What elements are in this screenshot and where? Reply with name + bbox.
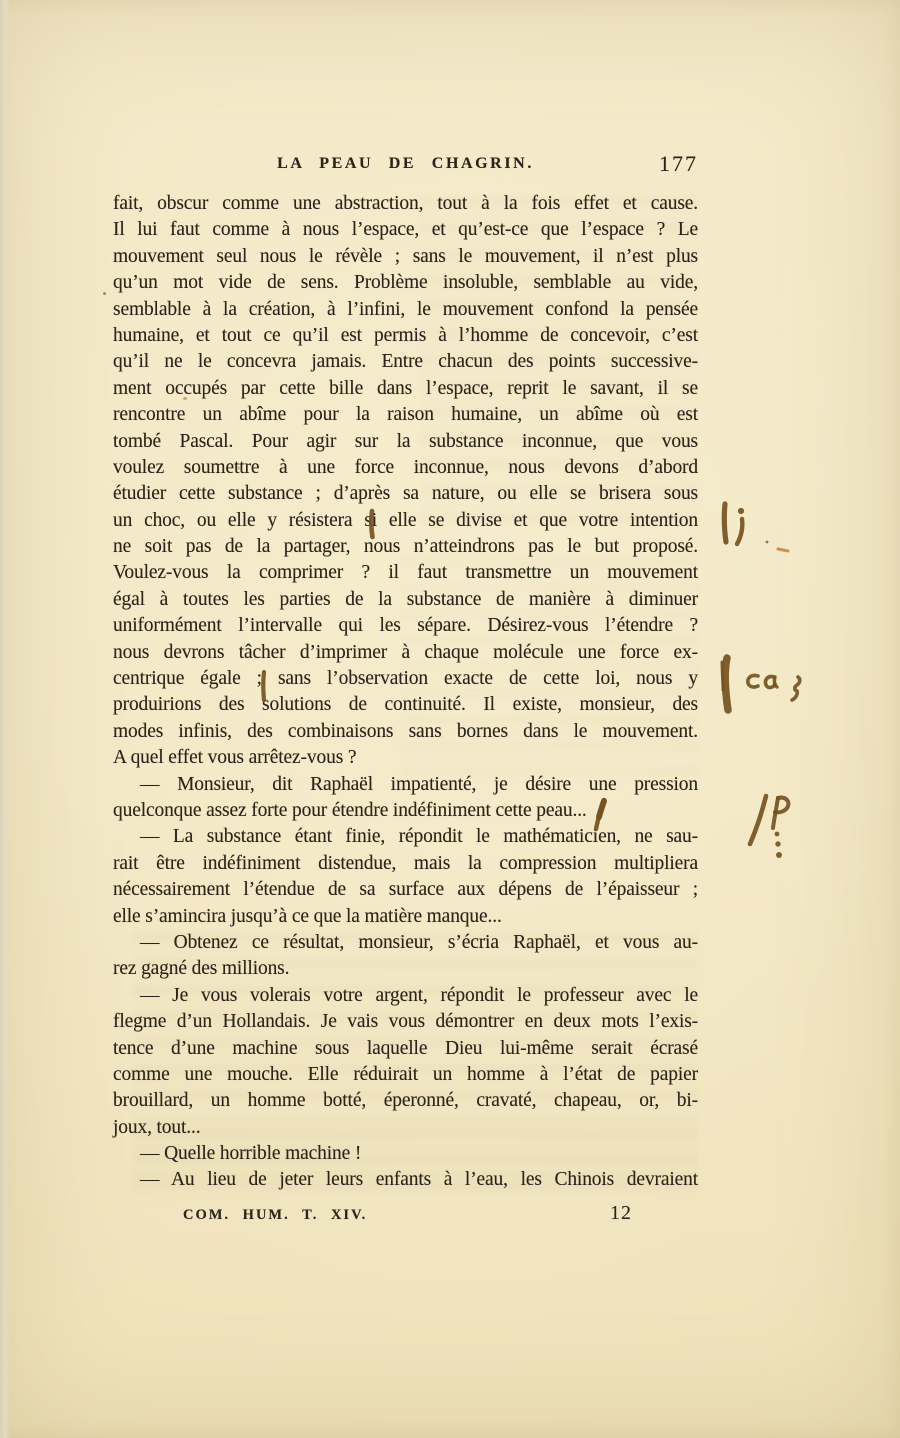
text-line: — Quelle horrible machine ! <box>140 1143 362 1165</box>
text-line: tence d’une machine sous laquelle Dieu lui-même serait écrasé <box>113 1037 698 1059</box>
text-line: tombé Pascal. Pour agir sur la substance inconnue, que vous <box>113 430 698 452</box>
text-line: centrique égale ; sans l’observation exacte de cette loi, nous y <box>113 668 698 690</box>
text-line: joux, tout... <box>113 1116 201 1138</box>
text-line: rencontre un abîme pour la raison humaine, un abîme où est <box>113 404 698 426</box>
sheet-number: 12 <box>610 1202 632 1224</box>
text-line: brouillard, un homme botté, éperonné, cravaté, chapeau, or, bi- <box>113 1090 698 1112</box>
text-line: Voulez-vous la comprimer ? il faut transmettre un mouvement <box>113 562 698 584</box>
stain-speck <box>103 292 106 295</box>
text-line: comme une mouche. Elle réduirait un homme à l’état de papier <box>113 1063 698 1085</box>
text-line: nous devrons tâcher d’imprimer à chaque molécule une force ex- <box>113 641 698 663</box>
text-line: un choc, ou elle y résistera si elle se divise et que votre intention <box>113 509 698 531</box>
text-line: rait être indéfiniment distendue, mais la compression multipliera <box>113 852 698 874</box>
text-line: mouvement seul nous le révèle ; sans le mouvement, il n’est plus <box>113 245 698 267</box>
page-header <box>113 151 698 181</box>
text-line: égal à toutes les parties de la substance de manière à diminuer <box>113 588 698 610</box>
text-line: modes infinis, des combinaisons sans bornes dans le mouvement. <box>113 720 698 742</box>
text-line: Il lui faut comme à nous l’espace, et qu’est-ce que l’espace ? Le <box>113 219 698 241</box>
text-line: humaine, et tout ce qu’il est permis à l’homme de concevoir, c’est <box>113 324 698 346</box>
text-line: — Obtenez ce résultat, monsieur, s’écria Raphaël, et vous au- <box>140 931 698 953</box>
text-line: elle s’amincira jusqu’à ce que la matière manque... <box>113 905 502 927</box>
text-line: produirions des solutions de continuité. Il existe, monsieur, des <box>113 694 698 716</box>
text-line: — Je vous volerais votre argent, répondit le professeur avec le <box>140 984 698 1006</box>
handwritten-margin-note <box>715 498 795 558</box>
handwritten-margin-note <box>714 650 814 720</box>
text-line: fait, obscur comme une abstraction, tout à la fois effet et cause. <box>113 193 698 214</box>
text-line: qu’il ne le concevra jamais. Entre chacun des points successive- <box>113 351 698 373</box>
text-line: flegme d’un Hollandais. Je vais vous démontrer en deux mots l’exis- <box>113 1011 698 1033</box>
text-line: A quel effet vous arrêtez-vous ? <box>113 747 357 769</box>
text-line: ment occupés par cette bille dans l’espace, reprit le savant, il se <box>113 377 698 399</box>
text-line: ne soit pas de la partager, nous n’atteindrons pas le but proposé. <box>113 536 698 558</box>
text-line: rez gagné des millions. <box>113 958 290 980</box>
text-line: semblable à la création, à l’infini, le mouvement confond la pensée <box>113 298 698 320</box>
handwritten-margin-note <box>742 786 802 866</box>
text-line: quelconque assez forte pour étendre indéfiniment cette peau... <box>113 799 587 821</box>
text-line: qu’un mot vide de sens. Problème insoluble, semblable au vide, <box>113 272 698 294</box>
text-line: — La substance étant finie, répondit le mathématicien, ne sau- <box>140 826 698 848</box>
text-line: nécessairement l’étendue de sa surface aux dépens de l’épaisseur ; <box>113 879 698 901</box>
text-line: uniformément l’intervalle qui les sépare. Désirez-vous l’étendre ? <box>113 615 698 637</box>
text-line: — Au lieu de jeter leurs enfants à l’eau, les Chinois devraient <box>140 1169 698 1191</box>
page-footer <box>113 1204 698 1232</box>
text-line: — Monsieur, dit Raphaël impatienté, je désire une pression <box>140 773 698 795</box>
text-line: étudier cette substance ; d’après sa nature, ou elle se brisera sous <box>113 483 698 505</box>
page-number: 177 <box>659 151 698 176</box>
running-title: LA PEAU DE CHAGRIN. <box>277 155 534 172</box>
scan-edge <box>0 0 10 1438</box>
printer-signature: COM. HUM. T. XIV. <box>183 1207 368 1223</box>
body-text <box>113 191 698 1194</box>
text-line: voulez soumettre à une force inconnue, nous devons d’abord <box>113 456 698 478</box>
